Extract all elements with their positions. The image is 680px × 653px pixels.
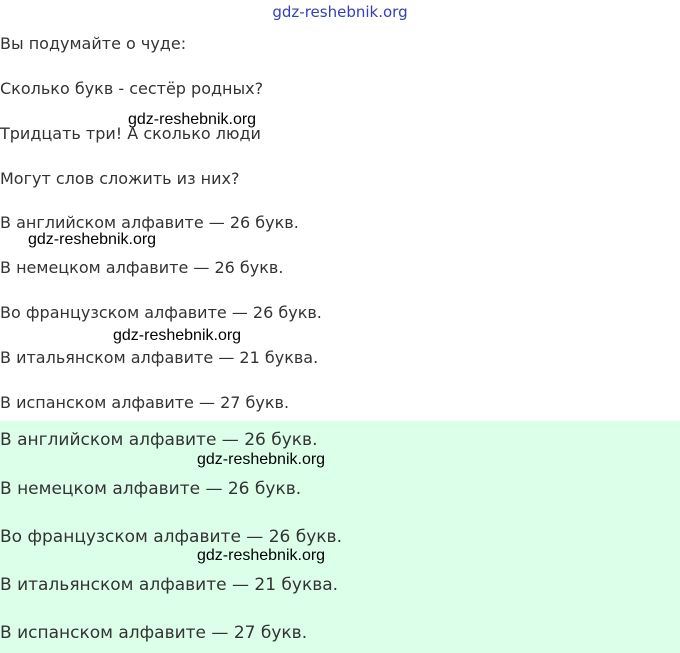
alphabet-fact-highlighted: Во французском алфавите — 26 букв. <box>0 527 342 547</box>
alphabet-fact: Во французском алфавите — 26 букв. <box>0 303 322 322</box>
poem-line: Вы подумайте о чуде: <box>0 34 187 53</box>
watermark: gdz-reshebnik.org <box>197 547 326 564</box>
poem-line: Сколько букв - сестёр родных? <box>0 79 264 98</box>
poem-line: Тридцать три! А сколько люди <box>0 124 261 143</box>
poem-line: Могут слов сложить из них? <box>0 169 240 188</box>
highlighted-block <box>0 421 680 653</box>
header-watermark: gdz-reshebnik.org <box>272 3 408 21</box>
alphabet-fact: В английском алфавите — 26 букв. <box>0 213 299 232</box>
alphabet-fact: В немецком алфавите — 26 букв. <box>0 258 284 277</box>
watermark: gdz-reshebnik.org <box>128 111 257 128</box>
watermark: gdz-reshebnik.org <box>113 327 242 344</box>
alphabet-fact-highlighted: В итальянском алфавите — 21 буква. <box>0 575 339 595</box>
alphabet-fact-highlighted: В испанском алфавите — 27 букв. <box>0 623 308 643</box>
watermark: gdz-reshebnik.org <box>197 451 326 468</box>
alphabet-fact: В испанском алфавите — 27 букв. <box>0 393 290 412</box>
watermark: gdz-reshebnik.org <box>28 231 157 248</box>
alphabet-fact: В итальянском алфавите — 21 буква. <box>0 348 319 367</box>
alphabet-fact-highlighted: В английском алфавите — 26 букв. <box>0 430 318 450</box>
alphabet-fact-highlighted: В немецком алфавите — 26 букв. <box>0 479 302 499</box>
